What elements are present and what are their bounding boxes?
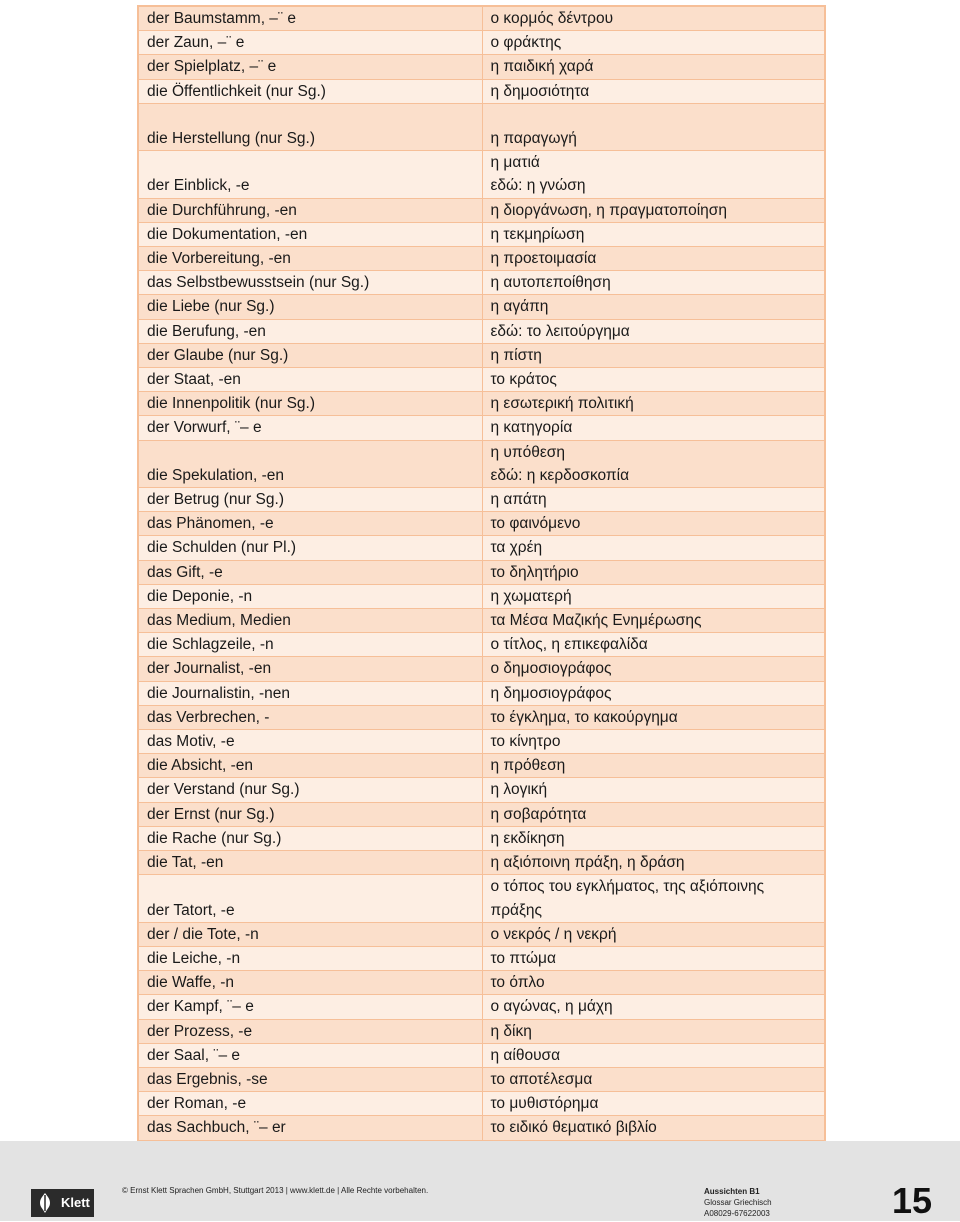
glossary-row: [138, 368, 825, 392]
german-term: der Kampf, ¨– e: [138, 995, 482, 1019]
glossary-row: [138, 946, 825, 970]
glossary-row: [138, 705, 825, 729]
german-term: das Ergebnis, -se: [138, 1067, 482, 1091]
german-term: die Innenpolitik (nur Sg.): [138, 392, 482, 416]
german-term: der Journalist, -en: [138, 657, 482, 681]
klett-logo-icon: [31, 1189, 59, 1217]
greek-translation: η πίστη: [482, 343, 825, 367]
german-term: die Dokumentation, -en: [138, 222, 482, 246]
klett-logo: [31, 1189, 94, 1217]
greek-translation: ο τίτλος, η επικεφαλίδα: [482, 633, 825, 657]
german-term: der Spielplatz, –¨ e: [138, 55, 482, 79]
glossary-row: [138, 1043, 825, 1067]
greek-translation: το μυθιστόρημα: [482, 1092, 825, 1116]
german-term: die Waffe, -n: [138, 971, 482, 995]
glossary-row: [138, 488, 825, 512]
book-title: Aussichten B1: [704, 1187, 760, 1196]
german-term: die Leiche, -n: [138, 946, 482, 970]
glossary-row: [138, 1092, 825, 1116]
greek-translation: το δηλητήριο: [482, 560, 825, 584]
greek-translation: η δημοσιότητα: [482, 79, 825, 103]
glossary-row: [138, 1116, 825, 1140]
glossary-row: [138, 222, 825, 246]
glossary-row: [138, 343, 825, 367]
german-term: der Tatort, -e: [138, 875, 482, 922]
german-term: der Saal, ¨– e: [138, 1043, 482, 1067]
greek-translation: η αυτοπεποίθηση: [482, 271, 825, 295]
german-term: der / die Tote, -n: [138, 922, 482, 946]
german-term: die Liebe (nur Sg.): [138, 295, 482, 319]
greek-translation: τα χρέη: [482, 536, 825, 560]
glossary-row: [138, 971, 825, 995]
glossary-row: [138, 922, 825, 946]
german-term: der Zaun, –¨ e: [138, 31, 482, 55]
german-term: der Prozess, -e: [138, 1019, 482, 1043]
page-number: 15: [891, 1180, 932, 1221]
glossary-row: [138, 754, 825, 778]
german-term: die Vorbereitung, -en: [138, 247, 482, 271]
glossary-row: [138, 536, 825, 560]
glossary-row: [138, 681, 825, 705]
greek-translation: τα Μέσα Μαζικής Ενημέρωσης: [482, 609, 825, 633]
klett-logo-text: Klett: [59, 1189, 94, 1217]
book-info: [704, 1186, 772, 1219]
greek-translation: η ματιά εδώ: η γνώση: [482, 151, 825, 198]
greek-translation: το έγκλημα, το κακούργημα: [482, 705, 825, 729]
glossary-row: [138, 1019, 825, 1043]
greek-translation: η διοργάνωση, η πραγματοποίηση: [482, 198, 825, 222]
german-term: die Schulden (nur Pl.): [138, 536, 482, 560]
glossary-row: [138, 55, 825, 79]
greek-translation: η κατηγορία: [482, 416, 825, 440]
glossary-row: [138, 1067, 825, 1091]
glossary-row: [138, 802, 825, 826]
greek-translation: η δίκη: [482, 1019, 825, 1043]
glossary-row: [138, 6, 825, 31]
greek-translation: το αποτέλεσμα: [482, 1067, 825, 1091]
glossary-row: [138, 247, 825, 271]
german-term: die Absicht, -en: [138, 754, 482, 778]
german-term: die Tat, -en: [138, 851, 482, 875]
german-term: die Deponie, -n: [138, 584, 482, 608]
greek-translation: το όπλο: [482, 971, 825, 995]
german-term: die Rache (nur Sg.): [138, 826, 482, 850]
german-term: das Gift, -e: [138, 560, 482, 584]
german-term: der Roman, -e: [138, 1092, 482, 1116]
greek-translation: η χωματερή: [482, 584, 825, 608]
glossary-row: [138, 609, 825, 633]
german-term: der Einblick, -e: [138, 151, 482, 198]
glossary-row: [138, 319, 825, 343]
greek-translation: η εκδίκηση: [482, 826, 825, 850]
german-term: die Berufung, -en: [138, 319, 482, 343]
glossary-row: [138, 512, 825, 536]
german-term: die Spekulation, -en: [138, 440, 482, 487]
glossary-row: [138, 778, 825, 802]
greek-translation: η σοβαρότητα: [482, 802, 825, 826]
greek-translation: η λογική: [482, 778, 825, 802]
glossary-row: [138, 198, 825, 222]
book-code: A08029-67622003: [704, 1209, 770, 1218]
glossary-table: [137, 5, 826, 1166]
greek-translation: ο κορμός δέντρου: [482, 6, 825, 31]
glossary-row: [138, 31, 825, 55]
german-term: das Phänomen, -e: [138, 512, 482, 536]
german-term: das Selbstbewusstsein (nur Sg.): [138, 271, 482, 295]
german-term: die Durchführung, -en: [138, 198, 482, 222]
german-term: der Baumstamm, –¨ e: [138, 6, 482, 31]
greek-translation: το φαινόμενο: [482, 512, 825, 536]
german-term: der Betrug (nur Sg.): [138, 488, 482, 512]
greek-translation: το ειδικό θεματικό βιβλίο: [482, 1116, 825, 1140]
glossary-row: [138, 584, 825, 608]
glossary-row: [138, 633, 825, 657]
greek-translation: το κράτος: [482, 368, 825, 392]
glossary-row: [138, 995, 825, 1019]
german-term: die Journalistin, -nen: [138, 681, 482, 705]
greek-translation: η τεκμηρίωση: [482, 222, 825, 246]
greek-translation: η εσωτερική πολιτική: [482, 392, 825, 416]
glossary-row: [138, 151, 825, 198]
greek-translation: εδώ: το λειτούργημα: [482, 319, 825, 343]
german-term: das Sachbuch, ¨– er: [138, 1116, 482, 1140]
page-footer: [0, 1141, 960, 1221]
greek-translation: ο αγώνας, η μάχη: [482, 995, 825, 1019]
german-term: der Staat, -en: [138, 368, 482, 392]
glossary-row: [138, 295, 825, 319]
glossary-row: [138, 730, 825, 754]
glossary-row: [138, 440, 825, 487]
greek-translation: ο φράκτης: [482, 31, 825, 55]
greek-translation: η απάτη: [482, 488, 825, 512]
german-term: das Medium, Medien: [138, 609, 482, 633]
greek-translation: η πρόθεση: [482, 754, 825, 778]
glossary-row: [138, 103, 825, 150]
greek-translation: το κίνητρο: [482, 730, 825, 754]
glossary-row: [138, 79, 825, 103]
glossary-row: [138, 851, 825, 875]
german-term: die Öffentlichkeit (nur Sg.): [138, 79, 482, 103]
book-subtitle: Glossar Griechisch: [704, 1198, 772, 1207]
glossary-row: [138, 271, 825, 295]
greek-translation: ο δημοσιογράφος: [482, 657, 825, 681]
greek-translation: η δημοσιογράφος: [482, 681, 825, 705]
greek-translation: η αξιόποινη πράξη, η δράση: [482, 851, 825, 875]
glossary-row: [138, 875, 825, 922]
german-term: der Verstand (nur Sg.): [138, 778, 482, 802]
copyright-text: © Ernst Klett Sprachen GmbH, Stuttgart 2013 | www.klett.de | Alle Rechte vorbehalten.: [122, 1186, 429, 1195]
german-term: das Motiv, -e: [138, 730, 482, 754]
greek-translation: ο νεκρός / η νεκρή: [482, 922, 825, 946]
glossary-row: [138, 392, 825, 416]
greek-translation: η προετοιμασία: [482, 247, 825, 271]
glossary-row: [138, 416, 825, 440]
greek-translation: το πτώμα: [482, 946, 825, 970]
greek-translation: η υπόθεση εδώ: η κερδοσκοπία: [482, 440, 825, 487]
greek-translation: η παιδική χαρά: [482, 55, 825, 79]
glossary-table-container: [137, 5, 824, 1166]
glossary-row: [138, 657, 825, 681]
german-term: die Schlagzeile, -n: [138, 633, 482, 657]
glossary-row: [138, 560, 825, 584]
greek-translation: η αγάπη: [482, 295, 825, 319]
greek-translation: η αίθουσα: [482, 1043, 825, 1067]
greek-translation: η παραγωγή: [482, 103, 825, 150]
german-term: der Ernst (nur Sg.): [138, 802, 482, 826]
greek-translation: ο τόπος του εγκλήματος, της αξιόποινης πράξης: [482, 875, 825, 922]
german-term: der Vorwurf, ¨– e: [138, 416, 482, 440]
glossary-table-body: [138, 6, 825, 1165]
glossary-row: [138, 826, 825, 850]
german-term: die Herstellung (nur Sg.): [138, 103, 482, 150]
german-term: der Glaube (nur Sg.): [138, 343, 482, 367]
german-term: das Verbrechen, -: [138, 705, 482, 729]
